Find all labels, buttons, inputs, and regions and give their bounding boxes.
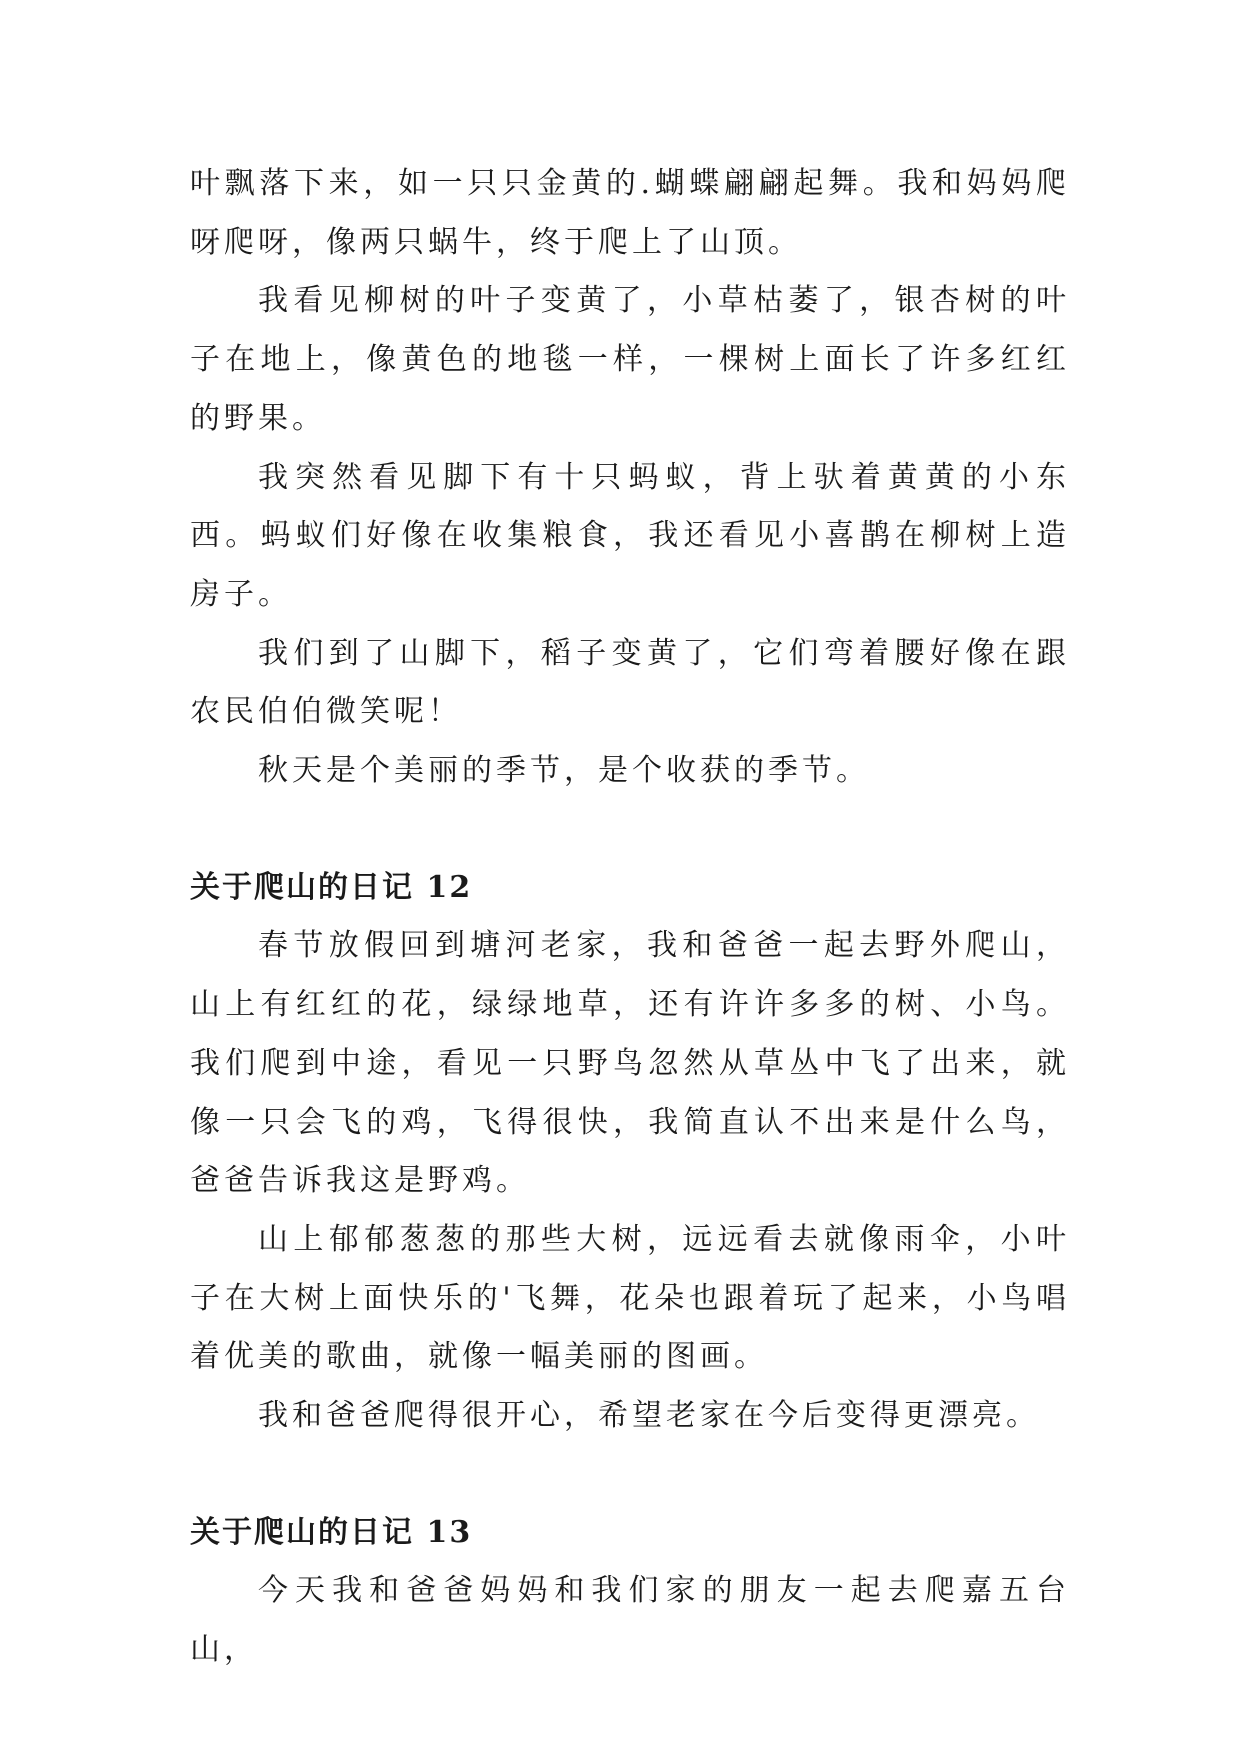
paragraph: 我看见柳树的叶子变黄了，小草枯萎了，银杏树的叶子在地上，像黄色的地毯一样，一棵树上面长了许多红红的野果。	[190, 283, 1070, 436]
paragraph: 秋天是个美丽的季节，是个收获的季节。	[258, 753, 870, 789]
paragraph: 今天我和爸爸妈妈和我们家的朋友一起去爬嘉五台山，	[190, 1573, 1070, 1668]
paragraph: 山上郁郁葱葱的那些大树，远远看去就像雨伞，小叶子在大树上面快乐的'飞舞，花朵也跟着玩了起来，小鸟唱着优美的歌曲，就像一幅美丽的图画。	[190, 1221, 1070, 1375]
section-heading: 关于爬山的日记 12	[190, 869, 473, 905]
paragraph: 叶飘落下来，如一只只金黄的.蝴蝶翩翩起舞。我和妈妈爬呀爬呀，像两只蜗牛，终于爬上了山顶。	[190, 166, 1070, 260]
document-body	[190, 155, 1070, 1680]
paragraph: 我和爸爸爬得很开心，希望老家在今后变得更漂亮。	[258, 1398, 1040, 1434]
section-heading: 关于爬山的日记 13	[190, 1514, 473, 1550]
paragraph: 春节放假回到塘河老家，我和爸爸一起去野外爬山，山上有红红的花，绿绿地草，还有许许多多的树、小鸟。我们爬到中途，看见一只野鸟忽然从草丛中飞了出来，就像一只会飞的鸡，飞得很快，我简直认不出来是什么鸟，爸爸告诉我这是野鸡。	[190, 928, 1070, 1199]
paragraph: 我突然看见脚下有十只蚂蚁，背上驮着黄黄的小东西。蚂蚁们好像在收集粮食，我还看见小喜鹊在柳树上造房子。	[190, 459, 1070, 612]
paragraph: 我们到了山脚下，稻子变黄了，它们弯着腰好像在跟农民伯伯微笑呢！	[190, 635, 1070, 730]
